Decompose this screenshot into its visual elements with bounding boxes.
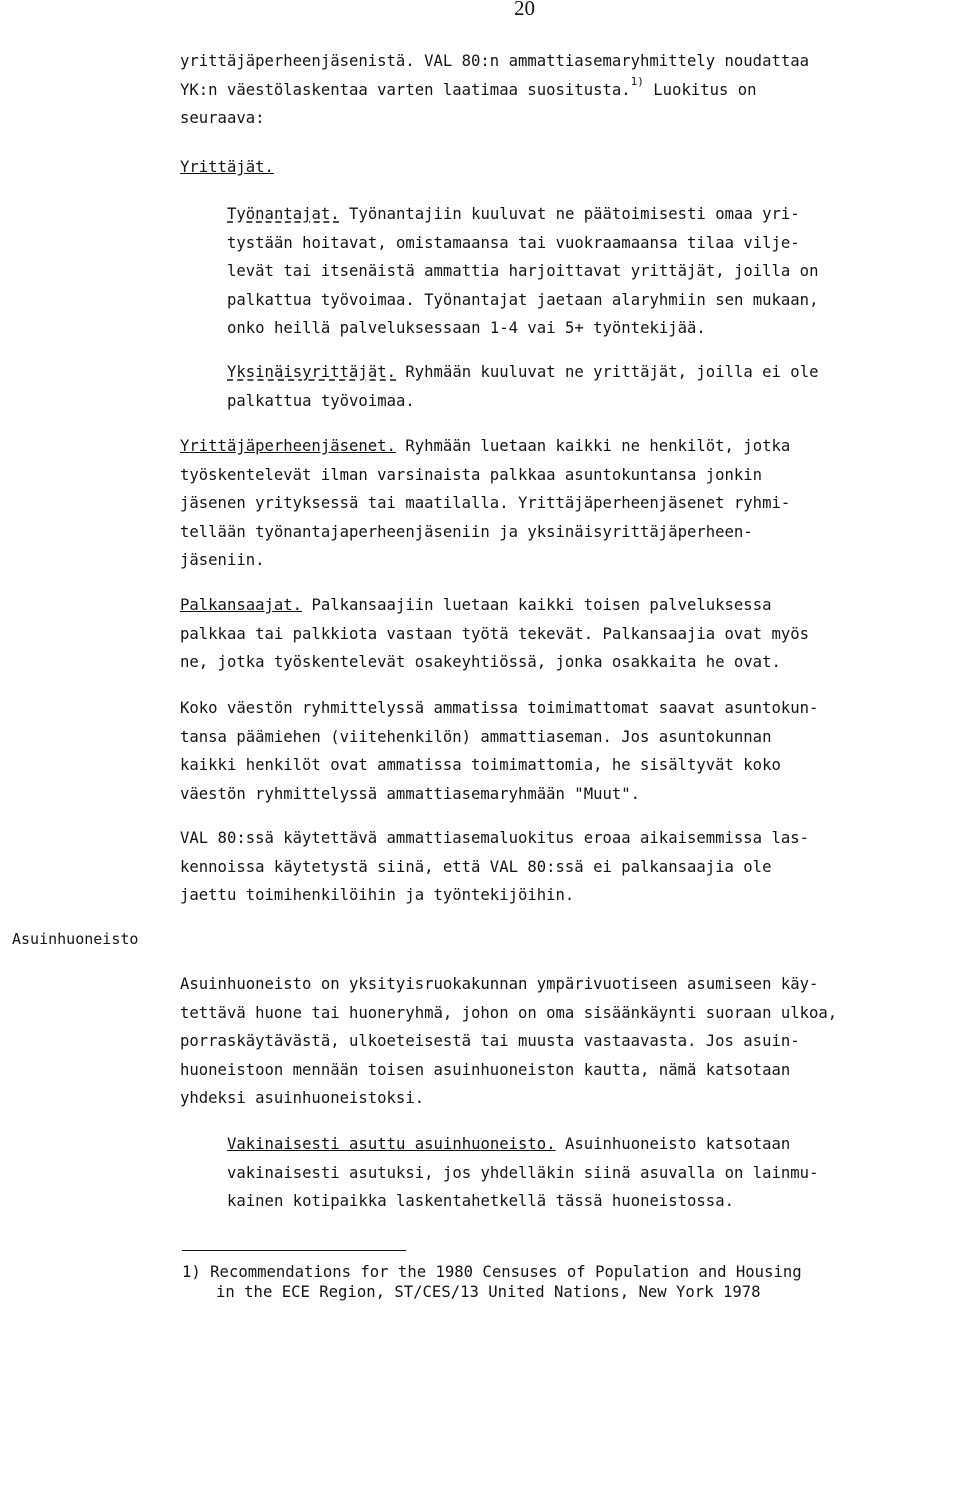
intro-line-1: yrittäjäperheenjäsenistä. VAL 80:n ammattiasemaryhmittely noudattaa: [180, 52, 810, 70]
palkansaajat-line-1: Palkansaajiin luetaan kaikki toisen palveluksessa: [302, 596, 772, 614]
val80-line-3: jaettu toimihenkilöihin ja työntekijöihin.: [180, 886, 575, 904]
koko-line-4: väestön ryhmittelyssä ammattiasemaryhmään "Muut".: [180, 784, 641, 803]
val80-paragraph: [180, 824, 809, 910]
palkansaajat-line-3: ne, jotka työskentelevät osakeyhtiössä, jonka osakkaita he ovat.: [180, 653, 781, 671]
yksinaisyrittajat-line-1: Ryhmään kuuluvat ne yrittäjät, joilla ei ole: [396, 363, 819, 381]
koko-line-3: kaikki henkilöt ovat ammatissa toimimattomia, he sisältyvät koko: [180, 756, 781, 774]
footnote-line-1: Recommendations for the 1980 Censuses of Population and Housing: [200, 1263, 802, 1281]
koko-line-2: tansa päämiehen (viitehenkilön) ammattiaseman. Jos asuntokunnan: [180, 727, 772, 746]
intro-line-3: seuraava:: [180, 109, 265, 127]
yksinaisyrittajat-line-2: palkattua työvoimaa.: [227, 391, 415, 410]
footnote-marker: 1): [182, 1263, 201, 1281]
yrittajat-heading: Yrittäjät.: [180, 158, 274, 176]
vakinaisesti-paragraph: [227, 1130, 818, 1216]
yksinaisyrittajat-paragraph: [227, 358, 818, 415]
intro-line-2-text: YK:n väestölaskentaa varten laatimaa suositusta.: [180, 80, 631, 99]
yrittajaperheenjasenet-line-2: työskentelevät ilman varsinaista palkkaa asuntokuntansa jonkin: [180, 465, 763, 484]
asuinhuoneisto-line-3: porraskäytävästä, ulkoeteisestä tai muusta vastaavasta. Jos asuin-: [180, 1032, 800, 1050]
footnote-divider: [182, 1250, 406, 1251]
yrittajaperheenjasenet-line-4: tellään työnantajaperheenjäseniin ja yksinäisyrittäjäperheen-: [180, 522, 753, 541]
asuinhuoneisto-line-5: yhdeksi asuinhuoneistoksi.: [180, 1089, 425, 1107]
val80-line-2: kennoissa käytetystä siinä, että VAL 80:ssä ei palkansaajia ole: [180, 857, 772, 876]
asuinhuoneisto-line-2: tettävä huone tai huoneryhmä, johon on oma sisäänkäynti suoraan ulkoa,: [180, 1003, 838, 1022]
yrittajaperheenjasenet-line-3: jäsenen yrityksessä tai maatilalla. Yrittäjäperheenjäsenet ryhmi-: [180, 494, 791, 512]
footnote-reference: 1): [630, 74, 644, 88]
asuinhuoneisto-line-1: Asuinhuoneisto on yksityisruokakunnan ympärivuotiseen asumiseen käy-: [180, 975, 819, 993]
tyonantajat-line-1: Työnantajiin kuuluvat ne päätoimisesti omaa yri-: [339, 205, 800, 223]
tyonantajat-line-3: levät tai itsenäistä ammattia harjoittavat yrittäjät, joilla on: [227, 262, 819, 280]
palkansaajat-line-2: palkkaa tai palkkiota vastaan työtä tekevät. Palkansaajia ovat myös: [180, 624, 810, 643]
page-number: 20: [514, 0, 535, 20]
koko-vaeston-paragraph: [180, 694, 818, 808]
tyonantajat-line-4: palkattua työvoimaa. Työnantajat jaetaan alaryhmiin sen mukaan,: [227, 290, 819, 309]
margin-label: Asuinhuoneisto: [12, 930, 139, 948]
palkansaajat-term: Palkansaajat.: [180, 596, 303, 614]
tyonantajat-line-2: tystään hoitavat, omistamaansa tai vuokraamaansa tilaa vilje-: [227, 233, 800, 252]
asuinhuoneisto-line-4: huoneistoon mennään toisen asuinhuoneiston kautta, nämä katsotaan: [180, 1060, 791, 1079]
yrittajaperheenjasenet-paragraph: [180, 432, 790, 575]
koko-line-1: Koko väestön ryhmittelyssä ammatissa toimimattomat saavat asuntokun-: [180, 699, 819, 717]
footnote-line-2: in the ECE Region, ST/CES/13 United Nations, New York 1978: [216, 1283, 761, 1301]
vakinaisesti-line-1: Asuinhuoneisto katsotaan: [555, 1135, 791, 1153]
vakinaisesti-line-3: kainen kotipaikka laskentahetkellä tässä huoneistossa.: [227, 1192, 734, 1210]
tyonantajat-term: Työnantajat.: [227, 205, 340, 223]
footnote: [182, 1262, 802, 1302]
yrittajaperheenjasenet-line-1: Ryhmään luetaan kaikki ne henkilöt, jotka: [395, 437, 791, 455]
tyonantajat-paragraph: [227, 200, 818, 343]
val80-line-1: VAL 80:ssä käytettävä ammattiasemaluokitus eroaa aikaisemmissa las-: [180, 829, 810, 847]
intro-paragraph: [180, 47, 809, 133]
asuinhuoneisto-paragraph: [180, 970, 837, 1113]
tyonantajat-line-5: onko heillä palveluksessaan 1-4 vai 5+ työntekijää.: [227, 319, 706, 337]
intro-line-2: [180, 76, 809, 105]
yksinaisyrittajat-term: Yksinäisyrittäjät.: [227, 363, 396, 381]
yrittajaperheenjasenet-term: Yrittäjäperheenjäsenet.: [180, 437, 396, 455]
palkansaajat-paragraph: [180, 591, 809, 677]
vakinaisesti-line-2: vakinaisesti asutuksi, jos yhdelläkin siinä asuvalla on lainmu-: [227, 1163, 819, 1182]
intro-line-2-tail: Luokitus on: [643, 80, 757, 99]
yrittajaperheenjasenet-line-5: jäseniin.: [180, 551, 265, 569]
vakinaisesti-term: Vakinaisesti asuttu asuinhuoneisto.: [227, 1135, 556, 1153]
